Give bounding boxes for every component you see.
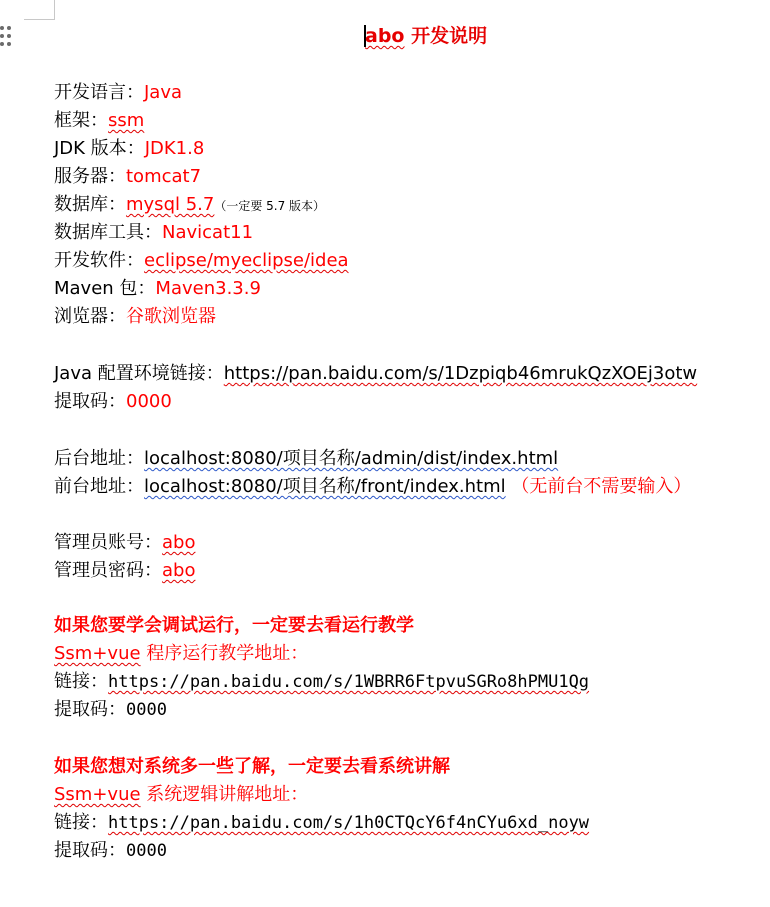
spec-label: 数据库工具： (54, 222, 162, 243)
explain-link[interactable]: https://pan.baidu.com/s/1h0CTQcY6f4nCYu6xd_noyw (108, 813, 590, 833)
spec-jdk (54, 136, 204, 162)
spec-value: ssm (108, 110, 145, 131)
spec-database (54, 192, 325, 218)
spec-label: 框架： (54, 110, 108, 131)
admin-password-value: abo (162, 560, 196, 581)
spec-label: Maven 包： (54, 278, 156, 299)
tutorial-heading: 如果您要学会调试运行，一定要去看运行教学 (54, 615, 414, 636)
spec-label: 开发软件： (54, 250, 144, 271)
spec-label: JDK 版本： (54, 138, 145, 159)
explain-code-line (54, 838, 167, 864)
spec-label: 浏览器： (54, 306, 126, 327)
tutorial-link-line (54, 669, 589, 695)
admin-account-line (54, 530, 195, 556)
explain-subtitle (54, 782, 308, 808)
front-address-note: （无前台不需要输入） (505, 476, 692, 497)
tutorial-sub-prefix: Ssm+vue (54, 643, 141, 664)
code-label: 提取码： (54, 699, 126, 720)
tutorial-sub-suffix: 程序运行教学地址： (140, 643, 309, 664)
spec-label: 开发语言： (54, 82, 144, 103)
java-env-code-line (54, 389, 172, 415)
spec-value: mysql 5.7 (126, 194, 215, 215)
tutorial-code-line (54, 697, 167, 723)
code-label: 提取码： (54, 840, 126, 861)
title-prefix: abo (365, 25, 405, 47)
explain-sub-suffix: 系统逻辑讲解地址： (140, 784, 309, 805)
title-suffix: 开发说明 (404, 25, 488, 47)
admin-account-value: abo (162, 532, 196, 553)
spec-value: 谷歌浏览器 (126, 306, 216, 327)
spec-label: 数据库： (54, 194, 126, 215)
spec-note: （一定要 5.7 版本） (214, 199, 326, 213)
front-address-line (54, 474, 691, 500)
code-value: 0000 (126, 391, 172, 412)
spec-framework (54, 108, 144, 134)
code-value: 0000 (126, 841, 167, 861)
admin-password-line (54, 558, 195, 584)
tutorial-link[interactable]: https://pan.baidu.com/s/1WBRR6FtpvuSGRo8hPMU1Qg (108, 672, 590, 692)
explain-sub-prefix: Ssm+vue (54, 784, 141, 805)
link-label: 链接： (54, 812, 108, 833)
spec-value: JDK1.8 (144, 138, 205, 159)
spec-label: 服务器： (54, 166, 126, 187)
page-corner-mark (24, 0, 55, 20)
link-label: 链接： (54, 671, 108, 692)
spec-value: Maven3.3.9 (155, 278, 261, 299)
front-address-url[interactable]: localhost:8080/项目名称/front/index.html (144, 476, 506, 497)
explain-heading: 如果您想对系统多一些了解，一定要去看系统讲解 (54, 756, 450, 777)
spec-browser (54, 304, 216, 330)
java-env-link-line (54, 361, 697, 387)
spec-value: Navicat11 (162, 222, 254, 243)
admin-password-label: 管理员密码： (54, 560, 162, 581)
admin-address-label: 后台地址： (54, 448, 144, 469)
spec-language (54, 80, 182, 106)
spec-db-tool (54, 220, 253, 246)
tutorial-subtitle (54, 641, 308, 667)
admin-address-url[interactable]: localhost:8080/项目名称/admin/dist/index.html (144, 448, 559, 469)
drag-handle-icon[interactable] (0, 26, 12, 48)
spec-ide (54, 248, 349, 274)
admin-account-label: 管理员账号： (54, 532, 162, 553)
java-env-url-link[interactable]: https://pan.baidu.com/s/1Dzpiqb46mrukQzXOEj3otw (223, 363, 698, 384)
code-label: 提取码： (54, 391, 126, 412)
spec-value: tomcat7 (126, 166, 202, 187)
spec-server (54, 164, 201, 190)
code-value: 0000 (126, 700, 167, 720)
document-title[interactable] (365, 24, 487, 48)
spec-value: eclipse/myeclipse/idea (144, 250, 349, 271)
front-address-label: 前台地址： (54, 476, 144, 497)
spec-value: Java (144, 82, 183, 103)
spec-maven (54, 276, 261, 302)
explain-link-line (54, 810, 589, 836)
admin-address-line (54, 446, 558, 472)
java-env-label: Java 配置环境链接： (54, 363, 224, 384)
